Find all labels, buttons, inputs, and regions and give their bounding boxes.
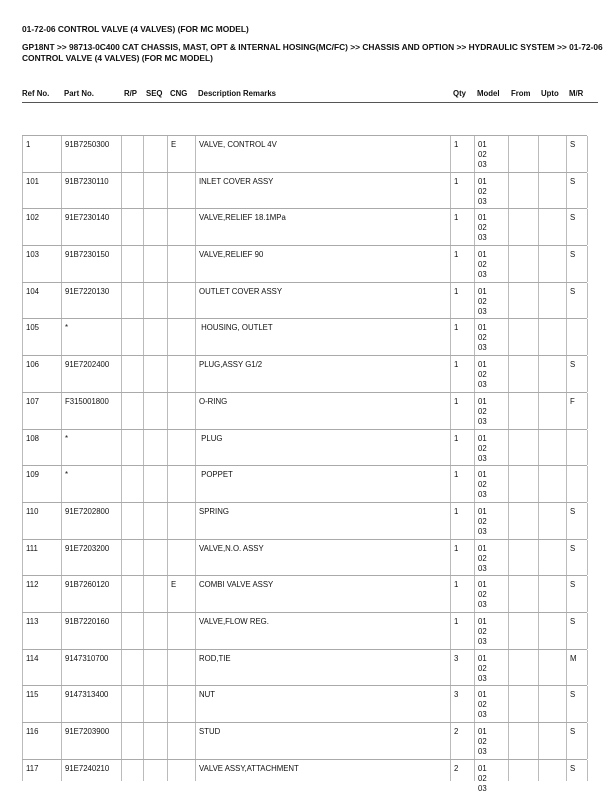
column-header-desc: Description Remarks — [198, 89, 276, 98]
table-row — [22, 722, 587, 759]
cell-model: 01 02 03 — [474, 723, 508, 759]
cell-mr: S — [566, 356, 587, 392]
cell-desc: POPPET — [195, 466, 450, 502]
cell-model: 01 02 03 — [474, 503, 508, 539]
cell-desc: INLET COVER ASSY — [195, 173, 450, 209]
cell-qty: 3 — [450, 686, 474, 722]
cell-cng — [167, 540, 195, 576]
table-row — [22, 208, 587, 245]
column-header-from: From — [511, 89, 531, 98]
cell-part: * — [61, 430, 121, 466]
cell-upto — [538, 613, 566, 649]
cell-rp — [121, 209, 143, 245]
cell-part: 91B7260120 — [61, 576, 121, 612]
cell-cng — [167, 356, 195, 392]
table-row — [22, 759, 587, 793]
cell-part: 91B7220160 — [61, 613, 121, 649]
cell-model: 01 02 03 — [474, 576, 508, 612]
cell-qty: 1 — [450, 136, 474, 172]
cell-seq — [143, 393, 167, 429]
cell-upto — [538, 503, 566, 539]
cell-seq — [143, 356, 167, 392]
cell-seq — [143, 466, 167, 502]
cell-upto — [538, 430, 566, 466]
row-right-border — [587, 613, 588, 649]
cell-cng — [167, 283, 195, 319]
cell-desc: O-RING — [195, 393, 450, 429]
cell-part: 91B7250300 — [61, 136, 121, 172]
cell-cng — [167, 246, 195, 282]
row-right-border — [587, 723, 588, 759]
cell-ref: 116 — [22, 723, 61, 759]
cell-cng — [167, 466, 195, 502]
cell-cng — [167, 650, 195, 686]
cell-from — [508, 540, 538, 576]
table-row — [22, 539, 587, 576]
cell-desc: ROD,TIE — [195, 650, 450, 686]
cell-ref: 115 — [22, 686, 61, 722]
cell-model: 01 02 03 — [474, 319, 508, 355]
cell-from — [508, 576, 538, 612]
cell-mr: S — [566, 173, 587, 209]
column-header-seq: SEQ — [146, 89, 163, 98]
table-row — [22, 355, 587, 392]
cell-part: * — [61, 319, 121, 355]
cell-mr: S — [566, 576, 587, 612]
cell-rp — [121, 319, 143, 355]
cell-part: 91B7230150 — [61, 246, 121, 282]
table-row — [22, 612, 587, 649]
cell-model: 01 02 03 — [474, 246, 508, 282]
cell-ref: 1 — [22, 136, 61, 172]
cell-ref: 106 — [22, 356, 61, 392]
cell-model: 01 02 03 — [474, 760, 508, 781]
cell-cng: E — [167, 576, 195, 612]
cell-cng — [167, 209, 195, 245]
cell-rp — [121, 356, 143, 392]
cell-qty: 1 — [450, 246, 474, 282]
cell-qty: 1 — [450, 209, 474, 245]
cell-desc: OUTLET COVER ASSY — [195, 283, 450, 319]
cell-rp — [121, 173, 143, 209]
row-right-border — [587, 283, 588, 319]
cell-from — [508, 356, 538, 392]
cell-desc: VALVE,RELIEF 18.1MPa — [195, 209, 450, 245]
cell-mr: S — [566, 136, 587, 172]
cell-part: 91B7230110 — [61, 173, 121, 209]
column-header-mr: M/R — [569, 89, 584, 98]
cell-model: 01 02 03 — [474, 686, 508, 722]
header-divider — [22, 102, 598, 103]
table-row — [22, 135, 587, 172]
row-right-border — [587, 650, 588, 686]
cell-cng — [167, 503, 195, 539]
cell-upto — [538, 173, 566, 209]
cell-rp — [121, 503, 143, 539]
table-row — [22, 172, 587, 209]
cell-rp — [121, 613, 143, 649]
cell-seq — [143, 136, 167, 172]
cell-qty: 2 — [450, 723, 474, 759]
cell-part: * — [61, 466, 121, 502]
cell-from — [508, 319, 538, 355]
cell-part: 91E7202800 — [61, 503, 121, 539]
cell-cng — [167, 430, 195, 466]
cell-rp — [121, 540, 143, 576]
cell-ref: 112 — [22, 576, 61, 612]
cell-model: 01 02 03 — [474, 136, 508, 172]
cell-mr: S — [566, 686, 587, 722]
cell-mr: S — [566, 209, 587, 245]
row-right-border — [587, 686, 588, 722]
cell-upto — [538, 356, 566, 392]
cell-from — [508, 430, 538, 466]
cell-part: 91E7203200 — [61, 540, 121, 576]
cell-seq — [143, 209, 167, 245]
cell-ref: 105 — [22, 319, 61, 355]
cell-rp — [121, 430, 143, 466]
cell-mr: F — [566, 393, 587, 429]
cell-desc: SPRING — [195, 503, 450, 539]
cell-seq — [143, 686, 167, 722]
cell-rp — [121, 393, 143, 429]
cell-from — [508, 686, 538, 722]
cell-desc: VALVE, CONTROL 4V — [195, 136, 450, 172]
cell-ref: 117 — [22, 760, 61, 781]
cell-upto — [538, 393, 566, 429]
cell-upto — [538, 540, 566, 576]
cell-seq — [143, 246, 167, 282]
cell-qty: 1 — [450, 613, 474, 649]
cell-cng — [167, 393, 195, 429]
cell-mr — [566, 319, 587, 355]
cell-cng — [167, 760, 195, 781]
cell-from — [508, 650, 538, 686]
cell-model: 01 02 03 — [474, 613, 508, 649]
cell-upto — [538, 686, 566, 722]
cell-ref: 103 — [22, 246, 61, 282]
cell-upto — [538, 760, 566, 781]
cell-model: 01 02 03 — [474, 540, 508, 576]
cell-upto — [538, 136, 566, 172]
row-right-border — [587, 576, 588, 612]
cell-from — [508, 503, 538, 539]
cell-from — [508, 613, 538, 649]
cell-model: 01 02 03 — [474, 356, 508, 392]
cell-from — [508, 136, 538, 172]
cell-qty: 1 — [450, 540, 474, 576]
cell-ref: 102 — [22, 209, 61, 245]
cell-ref: 108 — [22, 430, 61, 466]
cell-mr — [566, 430, 587, 466]
row-right-border — [587, 209, 588, 245]
breadcrumb: GP18NT >> 98713-0C400 CAT CHASSIS, MAST, OPT & INTERNAL HOSING(MC/FC) >> CHASSIS AND OPTION >> HYDRAULIC SYSTEM >> 01-72-06 CONTROL VALVE (4 VALVES) (FOR MC MODEL) — [22, 42, 603, 63]
cell-mr: S — [566, 723, 587, 759]
cell-rp — [121, 246, 143, 282]
cell-from — [508, 760, 538, 781]
cell-upto — [538, 723, 566, 759]
row-right-border — [587, 136, 588, 172]
cell-upto — [538, 283, 566, 319]
cell-rp — [121, 760, 143, 781]
cell-desc: VALVE,N.O. ASSY — [195, 540, 450, 576]
cell-from — [508, 393, 538, 429]
table-row — [22, 465, 587, 502]
row-right-border — [587, 173, 588, 209]
table-row — [22, 649, 587, 686]
table-row — [22, 282, 587, 319]
cell-part: 91E7202400 — [61, 356, 121, 392]
table-row — [22, 245, 587, 282]
cell-from — [508, 466, 538, 502]
row-right-border — [587, 540, 588, 576]
cell-model: 01 02 03 — [474, 430, 508, 466]
cell-mr: S — [566, 613, 587, 649]
cell-from — [508, 246, 538, 282]
table-row — [22, 392, 587, 429]
column-header-rp: R/P — [124, 89, 137, 98]
row-right-border — [587, 393, 588, 429]
cell-seq — [143, 173, 167, 209]
cell-desc: PLUG — [195, 430, 450, 466]
column-header-model: Model — [477, 89, 500, 98]
column-header-cng: CNG — [170, 89, 188, 98]
cell-rp — [121, 466, 143, 502]
row-right-border — [587, 466, 588, 502]
cell-qty: 1 — [450, 283, 474, 319]
cell-qty: 1 — [450, 430, 474, 466]
cell-cng — [167, 723, 195, 759]
cell-desc: NUT — [195, 686, 450, 722]
cell-qty: 3 — [450, 650, 474, 686]
cell-from — [508, 209, 538, 245]
cell-desc: COMBI VALVE ASSY — [195, 576, 450, 612]
cell-seq — [143, 723, 167, 759]
cell-seq — [143, 283, 167, 319]
cell-part: 91E7203900 — [61, 723, 121, 759]
cell-qty: 2 — [450, 760, 474, 781]
cell-part: 9147313400 — [61, 686, 121, 722]
cell-upto — [538, 650, 566, 686]
cell-model: 01 02 03 — [474, 173, 508, 209]
cell-mr: S — [566, 283, 587, 319]
cell-mr: S — [566, 246, 587, 282]
cell-ref: 111 — [22, 540, 61, 576]
cell-cng — [167, 686, 195, 722]
cell-upto — [538, 319, 566, 355]
row-right-border — [587, 319, 588, 355]
cell-ref: 114 — [22, 650, 61, 686]
cell-part: F315001800 — [61, 393, 121, 429]
cell-upto — [538, 576, 566, 612]
cell-qty: 1 — [450, 503, 474, 539]
cell-cng — [167, 319, 195, 355]
cell-model: 01 02 03 — [474, 466, 508, 502]
cell-model: 01 02 03 — [474, 209, 508, 245]
cell-from — [508, 723, 538, 759]
cell-seq — [143, 576, 167, 612]
cell-qty: 1 — [450, 173, 474, 209]
cell-mr: S — [566, 503, 587, 539]
cell-qty: 1 — [450, 319, 474, 355]
cell-part: 9147310700 — [61, 650, 121, 686]
cell-upto — [538, 466, 566, 502]
cell-ref: 113 — [22, 613, 61, 649]
column-header-upto: Upto — [541, 89, 559, 98]
table-row — [22, 318, 587, 355]
cell-cng — [167, 613, 195, 649]
parts-table — [22, 135, 587, 793]
cell-model: 01 02 03 — [474, 650, 508, 686]
cell-desc: VALVE,FLOW REG. — [195, 613, 450, 649]
row-right-border — [587, 246, 588, 282]
cell-part: 91E7240210 — [61, 760, 121, 781]
cell-ref: 104 — [22, 283, 61, 319]
row-right-border — [587, 356, 588, 392]
table-row — [22, 502, 587, 539]
cell-rp — [121, 723, 143, 759]
cell-desc: VALVE,RELIEF 90 — [195, 246, 450, 282]
cell-desc: HOUSING, OUTLET — [195, 319, 450, 355]
cell-rp — [121, 576, 143, 612]
cell-seq — [143, 430, 167, 466]
cell-part: 91E7230140 — [61, 209, 121, 245]
column-header-part: Part No. — [64, 89, 94, 98]
table-row — [22, 685, 587, 722]
cell-desc: STUD — [195, 723, 450, 759]
cell-rp — [121, 650, 143, 686]
cell-part: 91E7220130 — [61, 283, 121, 319]
cell-seq — [143, 503, 167, 539]
cell-rp — [121, 136, 143, 172]
table-row — [22, 575, 587, 612]
row-right-border — [587, 760, 588, 781]
cell-seq — [143, 540, 167, 576]
cell-desc: VALVE ASSY,ATTACHMENT — [195, 760, 450, 781]
cell-upto — [538, 209, 566, 245]
table-row — [22, 429, 587, 466]
cell-model: 01 02 03 — [474, 393, 508, 429]
cell-seq — [143, 613, 167, 649]
cell-ref: 107 — [22, 393, 61, 429]
column-header-ref: Ref No. — [22, 89, 50, 98]
cell-qty: 1 — [450, 466, 474, 502]
cell-from — [508, 283, 538, 319]
column-header-qty: Qty — [453, 89, 466, 98]
cell-ref: 109 — [22, 466, 61, 502]
cell-seq — [143, 319, 167, 355]
cell-desc: PLUG,ASSY G1/2 — [195, 356, 450, 392]
cell-qty: 1 — [450, 393, 474, 429]
cell-mr: M — [566, 650, 587, 686]
cell-cng — [167, 173, 195, 209]
cell-upto — [538, 246, 566, 282]
page-title: 01-72-06 CONTROL VALVE (4 VALVES) (FOR MC MODEL) — [22, 24, 249, 34]
cell-mr — [566, 466, 587, 502]
cell-mr: S — [566, 760, 587, 781]
cell-model: 01 02 03 — [474, 283, 508, 319]
cell-rp — [121, 686, 143, 722]
cell-cng: E — [167, 136, 195, 172]
cell-seq — [143, 650, 167, 686]
cell-from — [508, 173, 538, 209]
cell-mr: S — [566, 540, 587, 576]
cell-seq — [143, 760, 167, 781]
row-right-border — [587, 503, 588, 539]
cell-rp — [121, 283, 143, 319]
cell-qty: 1 — [450, 356, 474, 392]
cell-ref: 101 — [22, 173, 61, 209]
cell-qty: 1 — [450, 576, 474, 612]
row-right-border — [587, 430, 588, 466]
cell-ref: 110 — [22, 503, 61, 539]
